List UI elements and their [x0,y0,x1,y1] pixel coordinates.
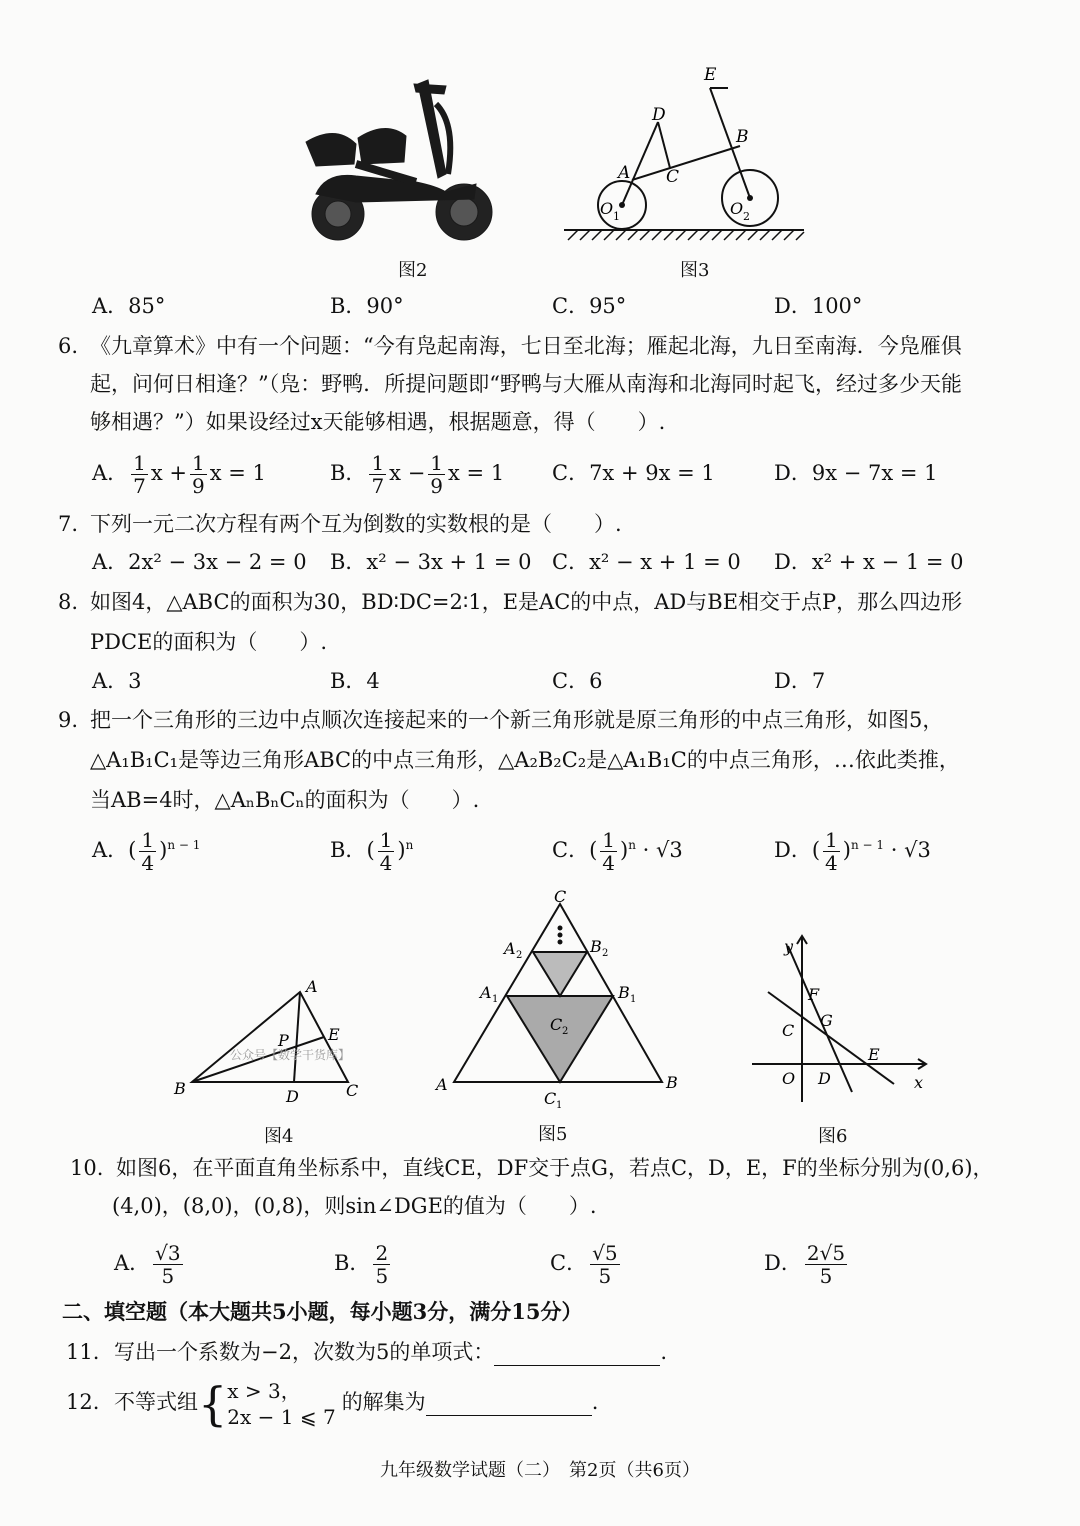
q11-number: 11. [66,1340,100,1364]
q7-option-c: C．x² − x + 1 = 0 [552,550,741,574]
q7-text: 下列一元二次方程有两个互为倒数的实数根的是（ ）. [90,512,622,536]
fig5-label-c2-sub: 2 [562,1026,569,1037]
fig5-label-b2: B [590,937,602,956]
figure-5-caption: 图5 [538,1124,568,1145]
q10-option-d: D． $\frac{2√5}{5}$ [764,1241,846,1288]
q11-line: 写出一个系数为−2，次数为5的单项式： . [114,1340,668,1364]
fig6-label-x: x [914,1073,924,1092]
fig5-label-c2: C [550,1015,563,1034]
fig4-label-a: A [306,977,318,996]
fig5-label-c1: C [544,1089,557,1108]
fig5-label-c: C [554,887,567,906]
q8-number: 8. [58,590,79,614]
fig6-label-f: F [808,985,820,1004]
fig5-label-a2-sub: 2 [516,950,523,961]
fig4-label-c: C [346,1081,359,1100]
fig6-label-y: y [784,937,794,956]
q8-option-c: C．6 [552,669,603,693]
q12-system: x > 3， 2x − 1 ⩽ 7 [227,1378,336,1429]
figure-5-diagram [430,882,690,1112]
q12-answer-blank[interactable] [426,1391,592,1416]
q6-option-b: B． $\frac{1}{7}$ x − $\frac{1}{9}$ x = 1 [330,451,505,498]
q9-option-b: B．( $\frac{1}{4}$ )$^n$ [330,828,414,875]
fig5-label-a2: A [504,939,516,958]
q8-option-d: D．7 [774,669,826,693]
q7-number: 7. [58,512,79,536]
fig5-label-a1: A [480,983,492,1002]
figure-4-diagram [170,974,370,1109]
figure-4-caption: 图4 [264,1126,294,1147]
q9-option-c: C．( $\frac{1}{4}$ )$^n$ · √3 [552,828,683,875]
q5-option-d: D．100° [774,294,863,318]
q9-text-line3: 当AB=4时，△AₙBₙCₙ的面积为（ ）. [90,788,480,812]
q8-text-line2: PDCE的面积为（ ）. [90,630,328,654]
fig5-label-a1-sub: 1 [492,994,499,1005]
section-2-heading: 二、填空题（本大题共5小题，每小题3分，满分15分） [62,1299,583,1324]
q9-text-line1: 把一个三角形的三边中点顺次连接起来的一个新三角形就是原三角形的中点三角形，如图5， [90,708,944,732]
q10-option-c: C． $\frac{√5}{5}$ [550,1241,618,1288]
q5-option-a: A．85° [92,294,166,318]
fig4-label-b: B [174,1079,186,1098]
q8-text-line1: 如图4，△ABC的面积为30，BD∶DC=2∶1，E是AC的中点，AD与BE相交于点P，那么四边形 [90,590,963,614]
fig3-label-o1: O [600,199,614,218]
figure-6-diagram [748,930,938,1110]
fig5-label-b2-sub: 2 [602,948,609,959]
fig3-label-o1-sub: 1 [613,210,620,223]
q8-option-a: A．3 [92,669,142,693]
q6-text-line1: 《九章算术》中有一个问题：“今有凫起南海，七日至北海；雁起北海，九日至南海．今凫雁俱 [90,334,962,358]
q7-option-a: A．2x² − 3x − 2 = 0 [92,550,307,574]
q6-option-a: A． $\frac{1}{7}$ x + $\frac{1}{9}$ x = 1 [92,451,266,498]
fig4-label-p: P [278,1031,289,1050]
q6-option-c: C．7x + 9x = 1 [552,461,715,485]
watermark: 公众号【数学干货库】 [230,1048,351,1062]
q6-option-d: D．9x − 7x = 1 [774,461,938,485]
q5-option-c: C．95° [552,294,627,318]
q6-text-line2: 起，问何日相逢？”（凫：野鸭．所提问题即“野鸭与大雁从南海和北海同时起飞，经过多少天能 [90,372,962,396]
q9-number: 9. [58,708,79,732]
fig5-label-c1-sub: 1 [556,1100,563,1111]
fig6-label-g: G [820,1011,833,1030]
fig3-label-a: A [618,163,631,183]
q11-answer-blank[interactable] [494,1343,660,1366]
fig5-label-b: B [666,1073,678,1092]
fig4-label-d: D [286,1087,299,1106]
q10-number: 10. [70,1156,104,1180]
q12-number: 12. [66,1390,100,1414]
fig6-label-d: D [818,1069,831,1088]
q12-text: 不等式组 [114,1390,198,1414]
fig6-label-c: C [782,1021,795,1040]
fig5-label-b1: B [618,983,630,1002]
q9-text-line2: △A₁B₁C₁是等边三角形ABC的中点三角形，△A₂B₂C₂是△A₁B₁C的中点三角形，…依此类推， [90,748,960,772]
q10-option-a: A． $\frac{√3}{5}$ [114,1241,181,1288]
fig3-label-o2: O [730,199,744,218]
q7-option-d: D．x² + x − 1 = 0 [774,550,964,574]
figure-6-caption: 图6 [818,1126,848,1147]
q12-line: 不等式组{ x > 3， 2x − 1 ⩽ 7 的解集为 . [114,1376,599,1431]
q8-option-b: B．4 [330,669,380,693]
fig3-label-e: E [704,65,717,85]
fig3-label-d: D [652,105,666,125]
page-footer: 九年级数学试题（二） 第2页（共6页） [380,1460,700,1481]
q9-option-a: A．( $\frac{1}{4}$ )$^{n - 1}$ [92,828,201,875]
fig5-label-b1-sub: 1 [630,994,637,1005]
q6-text-line3: 够相遇？”）如果设经过x天能够相遇，根据题意，得（ ）. [90,410,666,434]
q11-text: 写出一个系数为−2，次数为5的单项式： [114,1340,495,1364]
figure-3-caption: 图3 [680,260,710,281]
q10-option-b: B． $\frac{2}{5}$ [334,1241,389,1288]
fig3-label-o2-sub: 2 [743,210,750,223]
q9-option-d: D．( $\frac{1}{4}$ )$^{n - 1}$ · √3 [774,828,931,875]
fig6-label-e: E [868,1045,880,1064]
q6-number: 6. [58,334,79,358]
fig4-label-e: E [328,1025,340,1044]
figure-2-caption: 图2 [398,260,428,281]
fig6-label-o: O [782,1069,796,1088]
q10-text-line2: (4,0)，(8,0)，(0,8)，则sin∠DGE的值为（ ）. [112,1194,597,1218]
q5-option-b: B．90° [330,294,404,318]
q7-option-b: B．x² − 3x + 1 = 0 [330,550,532,574]
fig3-label-c: C [666,167,680,187]
figure-2-scooter-image [296,64,506,244]
fig5-label-a: A [436,1075,448,1094]
fig3-label-b: B [736,127,749,147]
q10-text-line1: 如图6，在平面直角坐标系中，直线CE，DF交于点G，若点C，D，E，F的坐标分别为(0,6)， [116,1156,994,1180]
figure-3-diagram [560,62,810,247]
